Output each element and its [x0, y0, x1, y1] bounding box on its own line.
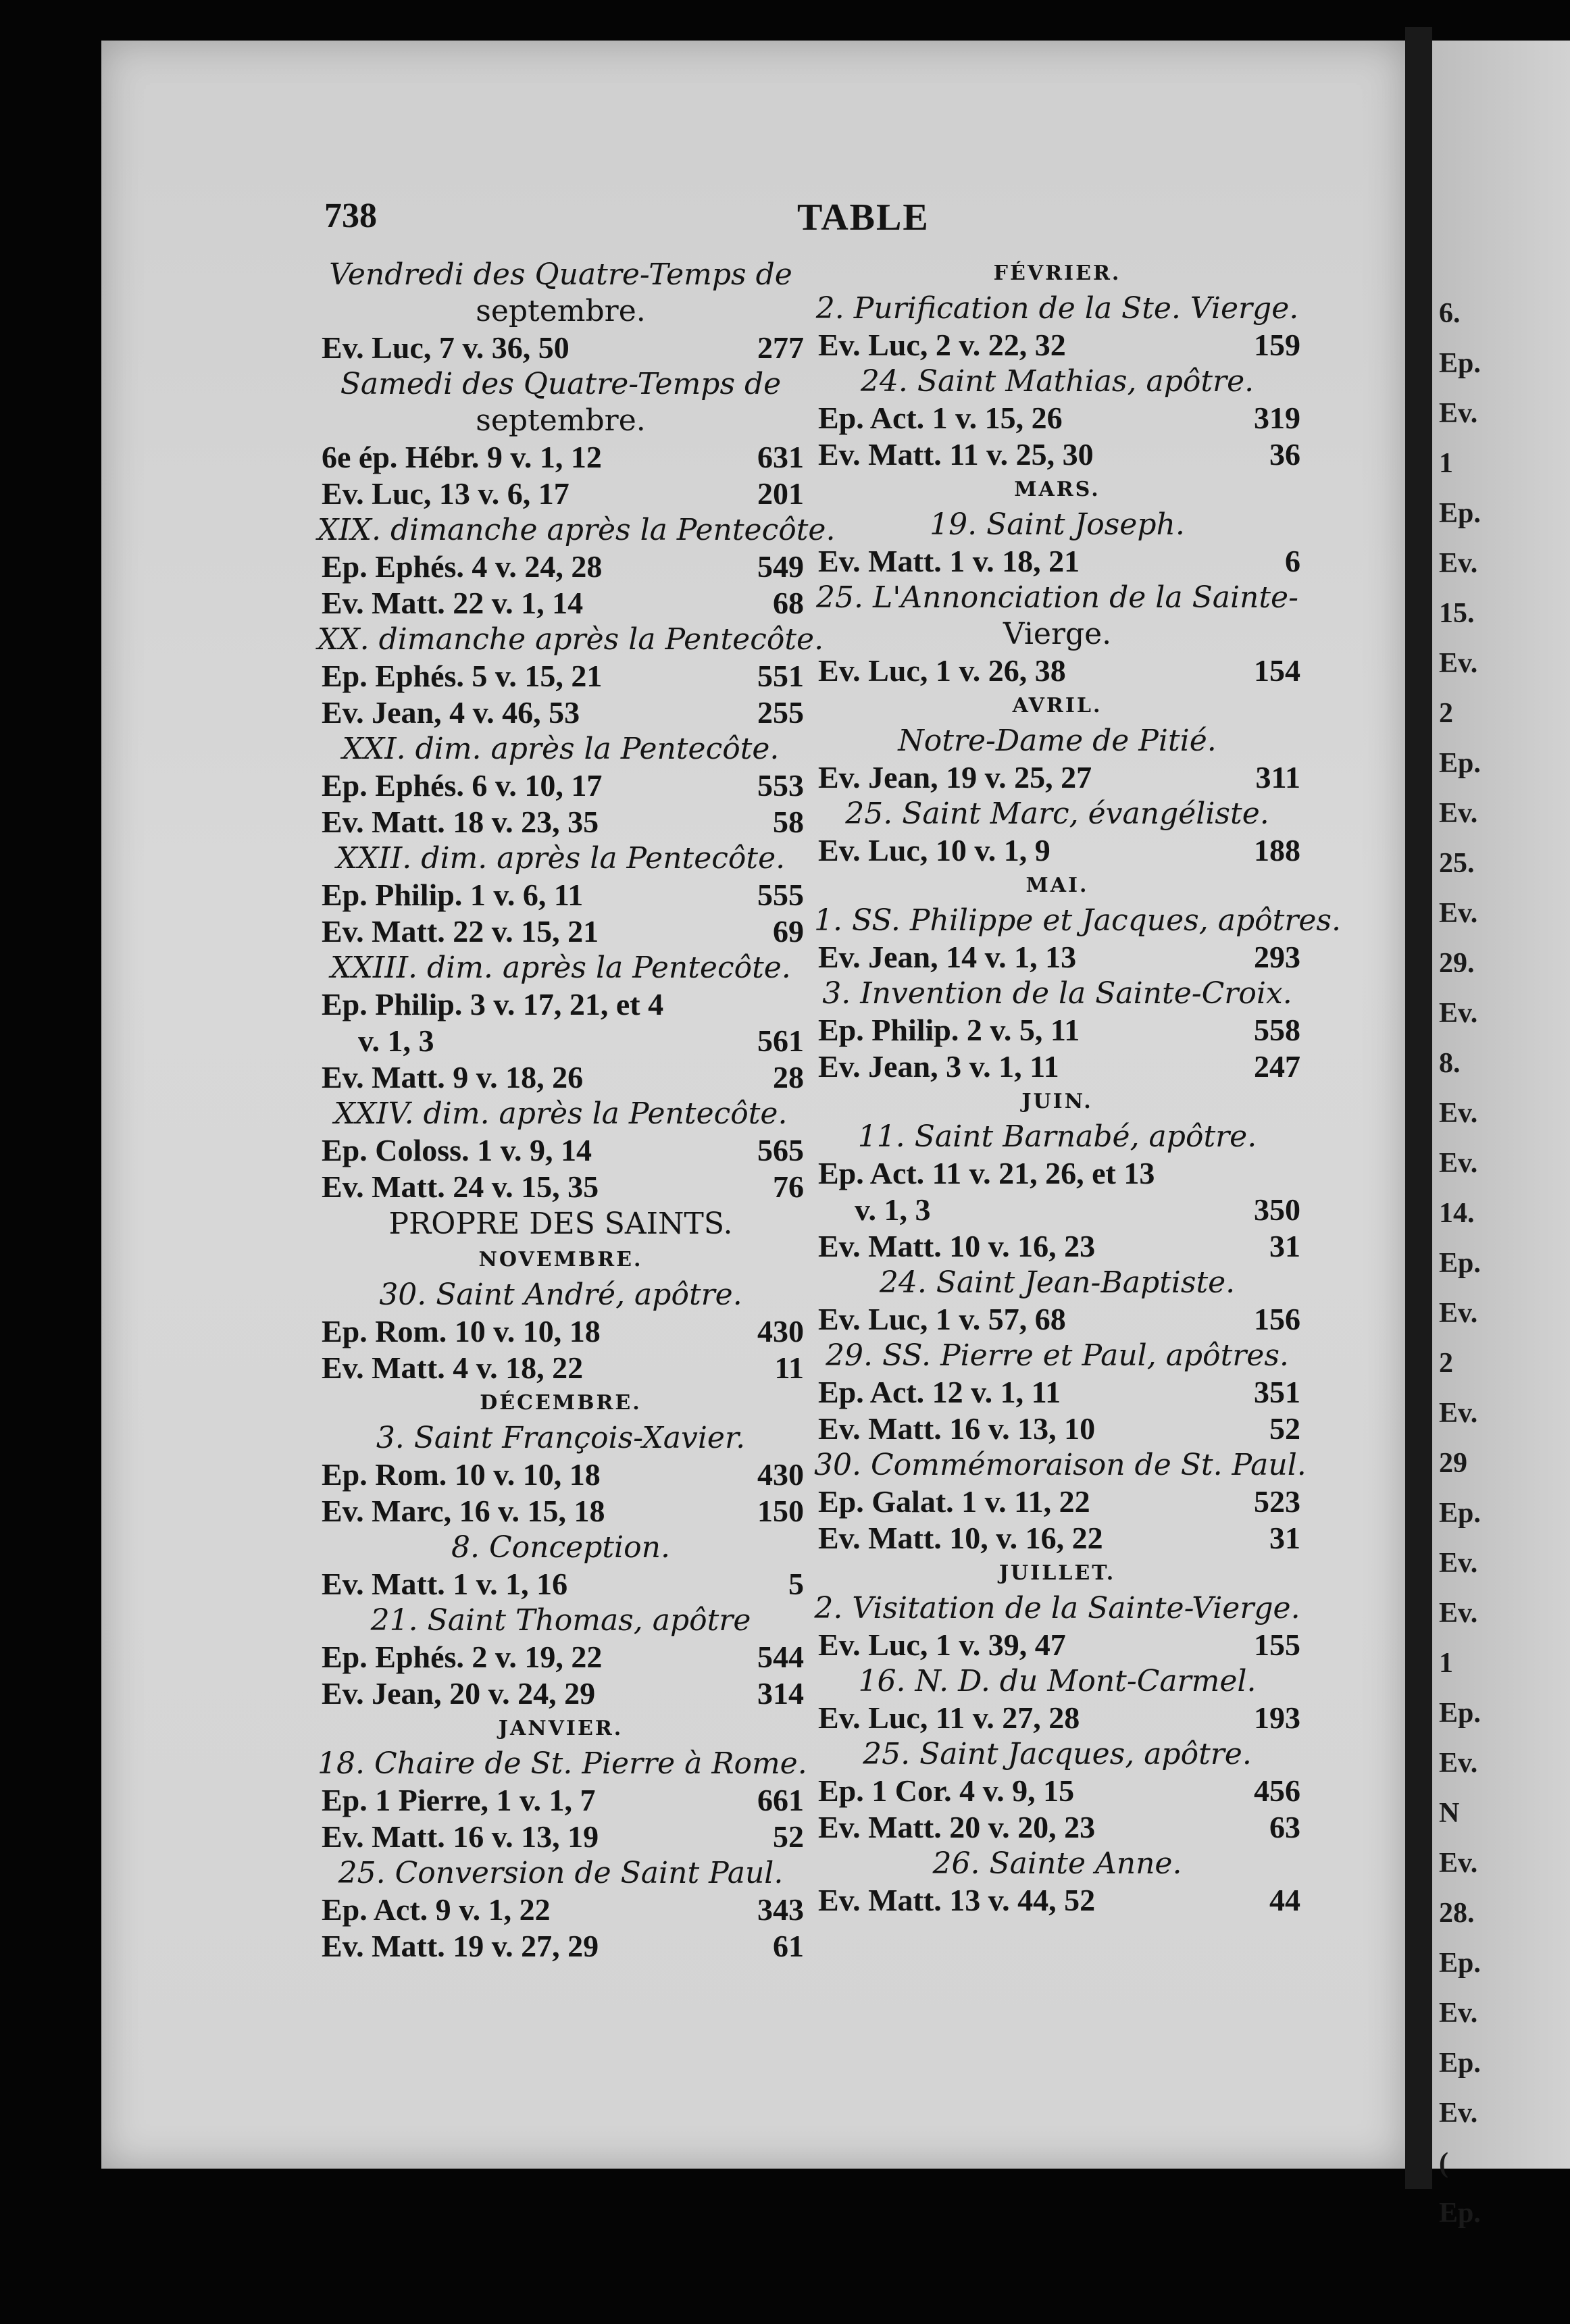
page-reference: 5	[788, 1567, 804, 1601]
reading-reference	[318, 767, 804, 804]
page-reference: 631	[757, 440, 804, 474]
reading-reference	[318, 330, 804, 366]
page-reference: 31	[1269, 1521, 1300, 1555]
reading-reference	[814, 1882, 1300, 1919]
reading-reference	[814, 1627, 1300, 1663]
page-reference: 555	[757, 878, 804, 912]
entry-text: Ep. Ephés. 2 v. 19, 22	[322, 1640, 603, 1674]
entry-text: Ep. Coloss. 1 v. 9, 14	[322, 1133, 592, 1167]
entry-text: Ep. Rom. 10 v. 10, 18	[322, 1314, 601, 1348]
reading-reference	[814, 1012, 1300, 1049]
facing-page-fragment: 15.	[1439, 598, 1475, 629]
page-reference: 155	[1254, 1627, 1300, 1662]
page-reference: 28	[773, 1060, 804, 1094]
page-title: TABLE	[797, 197, 930, 238]
feast-heading	[318, 1420, 804, 1457]
entry-text: Ep. Ephés. 4 v. 24, 28	[322, 549, 603, 584]
right-column	[814, 257, 1341, 1919]
entry-text: 30. Commémoraison de St. Paul.	[814, 1448, 1307, 1482]
entry-text: Ev. Matt. 19 v. 27, 29	[322, 1929, 599, 1963]
entry-text: 19. Saint Joseph.	[930, 507, 1185, 542]
entry-text: 24. Saint Mathias, apôtre.	[860, 364, 1255, 399]
entry-text: Ev. Matt. 18 v. 23, 35	[322, 805, 599, 839]
entry-text: Ep. Ephés. 5 v. 15, 21	[322, 659, 603, 693]
facing-page-fragment: Ev.	[1439, 1598, 1478, 1629]
entry-text: Ev. Matt. 1 v. 1, 16	[322, 1567, 568, 1601]
entry-text: JANVIER.	[498, 1717, 624, 1740]
facing-page-fragment: Ep.	[1439, 348, 1481, 379]
feast-heading	[814, 580, 1300, 616]
feast-heading	[318, 840, 804, 877]
facing-page-fragment: Ev.	[1439, 1398, 1478, 1429]
entry-text: Notre-Dame de Pitié.	[898, 724, 1217, 758]
feast-heading	[318, 622, 824, 658]
entry-text: Ev. Matt. 22 v. 1, 14	[322, 586, 584, 620]
feast-heading	[814, 1338, 1300, 1374]
feast-heading	[814, 507, 1300, 543]
month-heading	[814, 1085, 1300, 1119]
month-heading	[814, 1557, 1300, 1590]
reading-reference	[318, 1675, 804, 1712]
entry-text: MAI.	[1025, 874, 1089, 897]
facing-page-fragment: Ep.	[1439, 498, 1481, 529]
entry-text: 2. Visitation de la Sainte-Vierge.	[814, 1591, 1300, 1625]
reading-reference	[814, 1049, 1300, 1085]
page-reference: 44	[1269, 1883, 1300, 1917]
heading-continuation	[318, 293, 804, 330]
facing-page-fragment: 29	[1439, 1448, 1467, 1479]
entry-text: 6e ép. Hébr. 9 v. 1, 12	[322, 440, 602, 474]
reading-reference	[814, 327, 1300, 363]
facing-page-fragment: Ep.	[1439, 1498, 1481, 1529]
entry-text: 29. SS. Pierre et Paul, apôtres.	[826, 1338, 1289, 1373]
entry-text: 30. Saint André, apôtre.	[379, 1278, 742, 1312]
reading-reference	[814, 1520, 1300, 1557]
feast-heading	[318, 1277, 804, 1313]
feast-heading	[318, 1096, 804, 1132]
facing-page-fragment: Ev.	[1439, 1748, 1478, 1779]
reading-reference	[318, 804, 804, 840]
entry-text: 25. Saint Marc, évangéliste.	[845, 797, 1269, 831]
entry-text: Ev. Matt. 20 v. 20, 23	[818, 1810, 1096, 1844]
reading-reference	[318, 1169, 804, 1205]
heading-continuation	[814, 616, 1300, 653]
reading-reference	[814, 436, 1300, 473]
entry-text: Ep. Act. 11 v. 21, 26, et 13	[818, 1156, 1155, 1190]
facing-page-fragment: N	[1439, 1798, 1460, 1829]
page-reference: 76	[773, 1169, 804, 1204]
entry-text: Vierge.	[1003, 617, 1112, 651]
page-number: 738	[324, 197, 377, 235]
reading-reference	[318, 1313, 804, 1350]
facing-page-fragment: Ev.	[1439, 398, 1478, 429]
feast-heading	[318, 1746, 807, 1782]
entry-text: 11. Saint Barnabé, apôtre.	[857, 1119, 1257, 1154]
reading-reference	[814, 400, 1300, 436]
page-reference: 565	[757, 1133, 804, 1167]
reading-reference	[318, 1566, 804, 1602]
entry-text: Ev. Jean, 4 v. 46, 53	[322, 695, 580, 730]
facing-page-fragment: Ev.	[1439, 2098, 1478, 2129]
entry-text: 3. Saint François-Xavier.	[376, 1421, 746, 1455]
entry-text: Ev. Matt. 16 v. 13, 19	[322, 1819, 599, 1854]
facing-page-fragment: Ep.	[1439, 1248, 1481, 1279]
page-reference: 11	[774, 1350, 804, 1385]
feast-heading	[318, 1530, 804, 1566]
entry-text: Ev. Matt. 22 v. 15, 21	[322, 914, 599, 949]
entry-text: XXIV. dim. après la Pentecôte.	[334, 1096, 788, 1131]
entry-text: Vendredi des Quatre-Temps de	[329, 257, 792, 292]
facing-page-fragment: 2	[1439, 1348, 1453, 1379]
reading-reference	[814, 1301, 1300, 1338]
feast-heading	[814, 903, 1341, 939]
entry-text: septembre.	[476, 294, 646, 328]
entry-text: XXIII. dim. après la Pentecôte.	[330, 951, 791, 985]
feast-heading	[814, 290, 1300, 327]
page-reference: 69	[773, 914, 804, 949]
entry-text: Ev. Matt. 9 v. 18, 26	[322, 1060, 584, 1094]
page-reference: 31	[1269, 1229, 1300, 1263]
page-reference: 68	[773, 586, 804, 620]
feast-heading	[814, 723, 1300, 759]
entry-text: Ep. Act. 9 v. 1, 22	[322, 1892, 551, 1927]
reading-reference	[814, 653, 1300, 689]
page-reference: 314	[757, 1676, 804, 1711]
reading-reference	[318, 1350, 804, 1386]
feast-heading	[814, 1447, 1307, 1484]
entry-text: 2. Purification de la Ste. Vierge.	[815, 291, 1299, 326]
feast-heading	[318, 1602, 804, 1639]
entry-text: Ep. Act. 12 v. 1, 11	[818, 1375, 1061, 1409]
entry-text: AVRIL.	[1012, 694, 1103, 717]
reading-reference	[814, 939, 1300, 976]
reading-reference	[318, 439, 804, 476]
reading-reference	[814, 832, 1300, 869]
entry-text: Ev. Jean, 19 v. 25, 27	[818, 760, 1092, 794]
entry-text: Ev. Matt. 10 v. 16, 23	[818, 1229, 1096, 1263]
feast-heading	[814, 1736, 1300, 1773]
reading-reference	[318, 1132, 804, 1169]
facing-page-fragment: Ev.	[1439, 1998, 1478, 2029]
entry-text: Ev. Matt. 13 v. 44, 52	[818, 1883, 1096, 1917]
facing-page-fragment: 6.	[1439, 298, 1461, 329]
entry-text: Ev. Luc, 11 v. 27, 28	[818, 1700, 1080, 1735]
reading-reference	[318, 476, 804, 512]
entry-text: 1. SS. Philippe et Jacques, apôtres.	[814, 903, 1341, 938]
section-heading	[318, 1205, 804, 1243]
entry-text: 25. L'Annonciation de la Sainte-	[816, 580, 1298, 615]
page-reference: 63	[1269, 1810, 1300, 1844]
entry-text: JUILLET.	[998, 1561, 1116, 1585]
reading-reference	[318, 1892, 804, 1928]
entry-text: 18. Chaire de St. Pierre à Rome.	[318, 1746, 807, 1781]
facing-page-fragment: 29.	[1439, 948, 1475, 979]
feast-heading	[814, 363, 1300, 400]
entry-text: Ev. Luc, 1 v. 26, 38	[818, 653, 1066, 688]
facing-page-fragment: Ev.	[1439, 548, 1478, 579]
month-heading	[318, 1712, 804, 1746]
entry-text: Samedi des Quatre-Temps de	[340, 367, 782, 401]
feast-heading	[814, 1265, 1300, 1301]
reading-reference	[814, 759, 1300, 796]
page-reference: 293	[1254, 940, 1300, 974]
feast-heading	[318, 1855, 804, 1892]
feast-heading	[814, 1846, 1300, 1882]
month-heading	[318, 1243, 804, 1277]
page-reference: 247	[1254, 1049, 1300, 1084]
page-reference: 61	[773, 1929, 804, 1963]
feast-heading	[814, 1663, 1300, 1700]
reading-reference	[814, 1809, 1300, 1846]
heading-continuation	[318, 403, 804, 439]
entry-text: XIX. dimanche après la Pentecôte.	[318, 513, 836, 547]
entry-text: Ev. Luc, 2 v. 22, 32	[818, 328, 1066, 362]
page-reference: 52	[773, 1819, 804, 1854]
reading-reference	[318, 658, 804, 694]
feast-heading	[318, 366, 804, 403]
reading-reference	[318, 986, 804, 1023]
page-reference: 188	[1254, 833, 1300, 867]
facing-page-fragment: Ev.	[1439, 1298, 1478, 1329]
facing-page-fragment: Ev.	[1439, 648, 1478, 679]
entry-text: NOVEMBRE.	[478, 1248, 643, 1271]
reading-reference	[318, 1457, 804, 1493]
month-heading	[318, 1386, 804, 1420]
book-spine	[1405, 27, 1432, 2189]
facing-page-fragment: 25.	[1439, 848, 1475, 879]
feast-heading	[318, 731, 804, 767]
entry-text: DÉCEMBRE.	[480, 1391, 642, 1415]
reading-reference	[318, 1928, 804, 1965]
entry-text: Ev. Luc, 7 v. 36, 50	[322, 330, 569, 365]
reading-reference	[814, 1484, 1300, 1520]
facing-page-fragment: Ev.	[1439, 798, 1478, 829]
entry-text: v. 1, 3	[358, 1024, 434, 1058]
page-reference: 319	[1254, 401, 1300, 435]
feast-heading	[814, 1590, 1300, 1627]
facing-page-fragment: Ev.	[1439, 1848, 1478, 1879]
feast-heading	[318, 950, 804, 986]
reading-reference	[318, 585, 804, 622]
entry-text: Ev. Jean, 3 v. 1, 11	[818, 1049, 1059, 1084]
reading-reference	[318, 694, 804, 731]
facing-page-fragment: Ep.	[1439, 2198, 1481, 2229]
facing-page-fragment: Ep.	[1439, 2048, 1481, 2079]
page-reference: 36	[1269, 437, 1300, 472]
facing-page-fragment: 28.	[1439, 1898, 1475, 1929]
page-reference: 58	[773, 805, 804, 839]
month-heading	[814, 869, 1300, 903]
page-reference: 6	[1285, 544, 1300, 578]
entry-text: 26. Sainte Anne.	[932, 1846, 1182, 1881]
facing-page-fragment: 1	[1439, 1648, 1453, 1679]
entry-text: Ep. Philip. 1 v. 6, 11	[322, 878, 584, 912]
page-reference: 549	[757, 549, 804, 584]
entry-text: Ep. Galat. 1 v. 11, 22	[818, 1484, 1090, 1519]
feast-heading	[318, 512, 836, 549]
entry-text: 24. Saint Jean-Baptiste.	[879, 1265, 1236, 1300]
month-heading	[814, 689, 1300, 723]
page-reference: 551	[757, 659, 804, 693]
month-heading	[814, 473, 1300, 507]
facing-page-fragment: 8.	[1439, 1048, 1461, 1079]
page-reference: 201	[757, 476, 804, 511]
entry-text: Ev. Jean, 20 v. 24, 29	[322, 1676, 596, 1711]
facing-page-fragment: (	[1439, 2148, 1448, 2179]
page-reference: 430	[757, 1457, 804, 1492]
left-column	[318, 257, 836, 1965]
page-reference: 350	[1254, 1192, 1300, 1227]
entry-text: Ev. Matt. 24 v. 15, 35	[322, 1169, 599, 1204]
reading-reference	[318, 877, 804, 913]
reading-reference	[814, 1773, 1300, 1809]
page-reference: 661	[757, 1783, 804, 1817]
entry-text: septembre.	[476, 403, 646, 438]
entry-text: Ep. Philip. 2 v. 5, 11	[818, 1013, 1080, 1047]
reading-reference	[318, 1782, 804, 1819]
entry-text: Ev. Luc, 1 v. 57, 68	[818, 1302, 1066, 1336]
entry-text: Ep. Philip. 3 v. 17, 21, et 4	[322, 987, 664, 1021]
page-reference: 351	[1254, 1375, 1300, 1409]
page-header	[324, 196, 1236, 250]
feast-heading	[814, 796, 1300, 832]
entry-text: Ev. Matt. 11 v. 25, 30	[818, 437, 1094, 472]
month-heading	[814, 257, 1300, 290]
page-reference: 343	[757, 1892, 804, 1927]
entry-text: JUIN.	[1021, 1090, 1093, 1113]
entry-text: 3. Invention de la Sainte-Croix.	[822, 976, 1292, 1011]
entry-text: Ep. Ephés. 6 v. 10, 17	[322, 768, 603, 803]
entry-text: Ep. 1 Pierre, 1 v. 1, 7	[322, 1783, 596, 1817]
reading-reference	[814, 1411, 1300, 1447]
entry-text: PROPRE DES SAINTS.	[388, 1207, 733, 1241]
page-reference: 523	[1254, 1484, 1300, 1519]
facing-page-fragment: 14.	[1439, 1198, 1475, 1229]
entry-text: 8. Conception.	[451, 1530, 670, 1565]
reading-reference	[318, 1819, 804, 1855]
entry-text: FÉVRIER.	[993, 261, 1121, 285]
reading-reference	[318, 1059, 804, 1096]
entry-text: Ep. Act. 1 v. 15, 26	[818, 401, 1063, 435]
entry-text: Ev. Matt. 1 v. 18, 21	[818, 544, 1080, 578]
reading-reference	[814, 1155, 1300, 1192]
page-reference: 159	[1254, 328, 1300, 362]
page-reference: 553	[757, 768, 804, 803]
entry-text: XX. dimanche après la Pentecôte.	[318, 622, 824, 657]
reading-reference-continuation	[814, 1192, 1300, 1228]
entry-text: Ev. Luc, 1 v. 39, 47	[818, 1627, 1066, 1662]
facing-page-fragment: Ep.	[1439, 748, 1481, 779]
entry-text: 21. Saint Thomas, apôtre	[370, 1603, 751, 1638]
entry-text: Ev. Jean, 14 v. 1, 13	[818, 940, 1077, 974]
entry-text: Ep. Rom. 10 v. 10, 18	[322, 1457, 601, 1492]
page-reference: 558	[1254, 1013, 1300, 1047]
entry-text: XXI. dim. après la Pentecôte.	[342, 732, 780, 766]
feast-heading	[814, 1119, 1300, 1155]
reading-reference	[814, 1228, 1300, 1265]
entry-text: Ev. Marc, 16 v. 15, 18	[322, 1494, 605, 1528]
reading-reference	[814, 1700, 1300, 1736]
facing-page-fragment: Ev.	[1439, 1098, 1478, 1129]
page-reference: 311	[1255, 760, 1300, 794]
entry-text: 25. Saint Jacques, apôtre.	[863, 1737, 1252, 1771]
reading-reference	[814, 543, 1300, 580]
page-reference: 277	[757, 330, 804, 365]
facing-page-fragment: Ep.	[1439, 1948, 1481, 1979]
entry-text: XXII. dim. après la Pentecôte.	[336, 841, 786, 876]
entry-text: Ev. Matt. 16 v. 13, 10	[818, 1411, 1096, 1446]
page-reference: 456	[1254, 1773, 1300, 1808]
reading-reference	[318, 913, 804, 950]
facing-page-fragment: Ev.	[1439, 1148, 1478, 1179]
facing-page-fragment: 1	[1439, 448, 1453, 479]
feast-heading	[318, 257, 804, 293]
page-reference: 544	[757, 1640, 804, 1674]
facing-page-fragment: Ev.	[1439, 1548, 1478, 1579]
entry-text: Ep. 1 Cor. 4 v. 9, 15	[818, 1773, 1075, 1808]
reading-reference	[318, 1639, 804, 1675]
page-reference: 150	[757, 1494, 804, 1528]
entry-text: Ev. Luc, 13 v. 6, 17	[322, 476, 569, 511]
facing-page-fragment: Ev.	[1439, 998, 1478, 1029]
page-reference: 154	[1254, 653, 1300, 688]
facing-page-edge	[1432, 41, 1570, 2229]
facing-page-fragment: Ep.	[1439, 1698, 1481, 1729]
entry-text: v. 1, 3	[855, 1192, 931, 1227]
reading-reference	[318, 1493, 804, 1530]
entry-text: Ev. Matt. 10, v. 16, 22	[818, 1521, 1103, 1555]
facing-page-fragment: 2	[1439, 698, 1453, 729]
facing-page-fragment: Ev.	[1439, 898, 1478, 929]
reading-reference	[318, 549, 804, 585]
entry-text: Ev. Matt. 4 v. 18, 22	[322, 1350, 584, 1385]
entry-text: 16. N. D. du Mont-Carmel.	[858, 1664, 1257, 1698]
page-reference: 156	[1254, 1302, 1300, 1336]
entry-text: 25. Conversion de Saint Paul.	[338, 1856, 784, 1890]
entry-text: MARS.	[1014, 478, 1100, 501]
page-reference: 52	[1269, 1411, 1300, 1446]
page-reference: 561	[757, 1024, 804, 1058]
page-reference: 430	[757, 1314, 804, 1348]
page-reference: 255	[757, 695, 804, 730]
entry-text: Ev. Luc, 10 v. 1, 9	[818, 833, 1050, 867]
reading-reference	[814, 1374, 1300, 1411]
feast-heading	[814, 976, 1300, 1012]
page-reference: 193	[1254, 1700, 1300, 1735]
reading-reference-continuation	[318, 1023, 804, 1059]
